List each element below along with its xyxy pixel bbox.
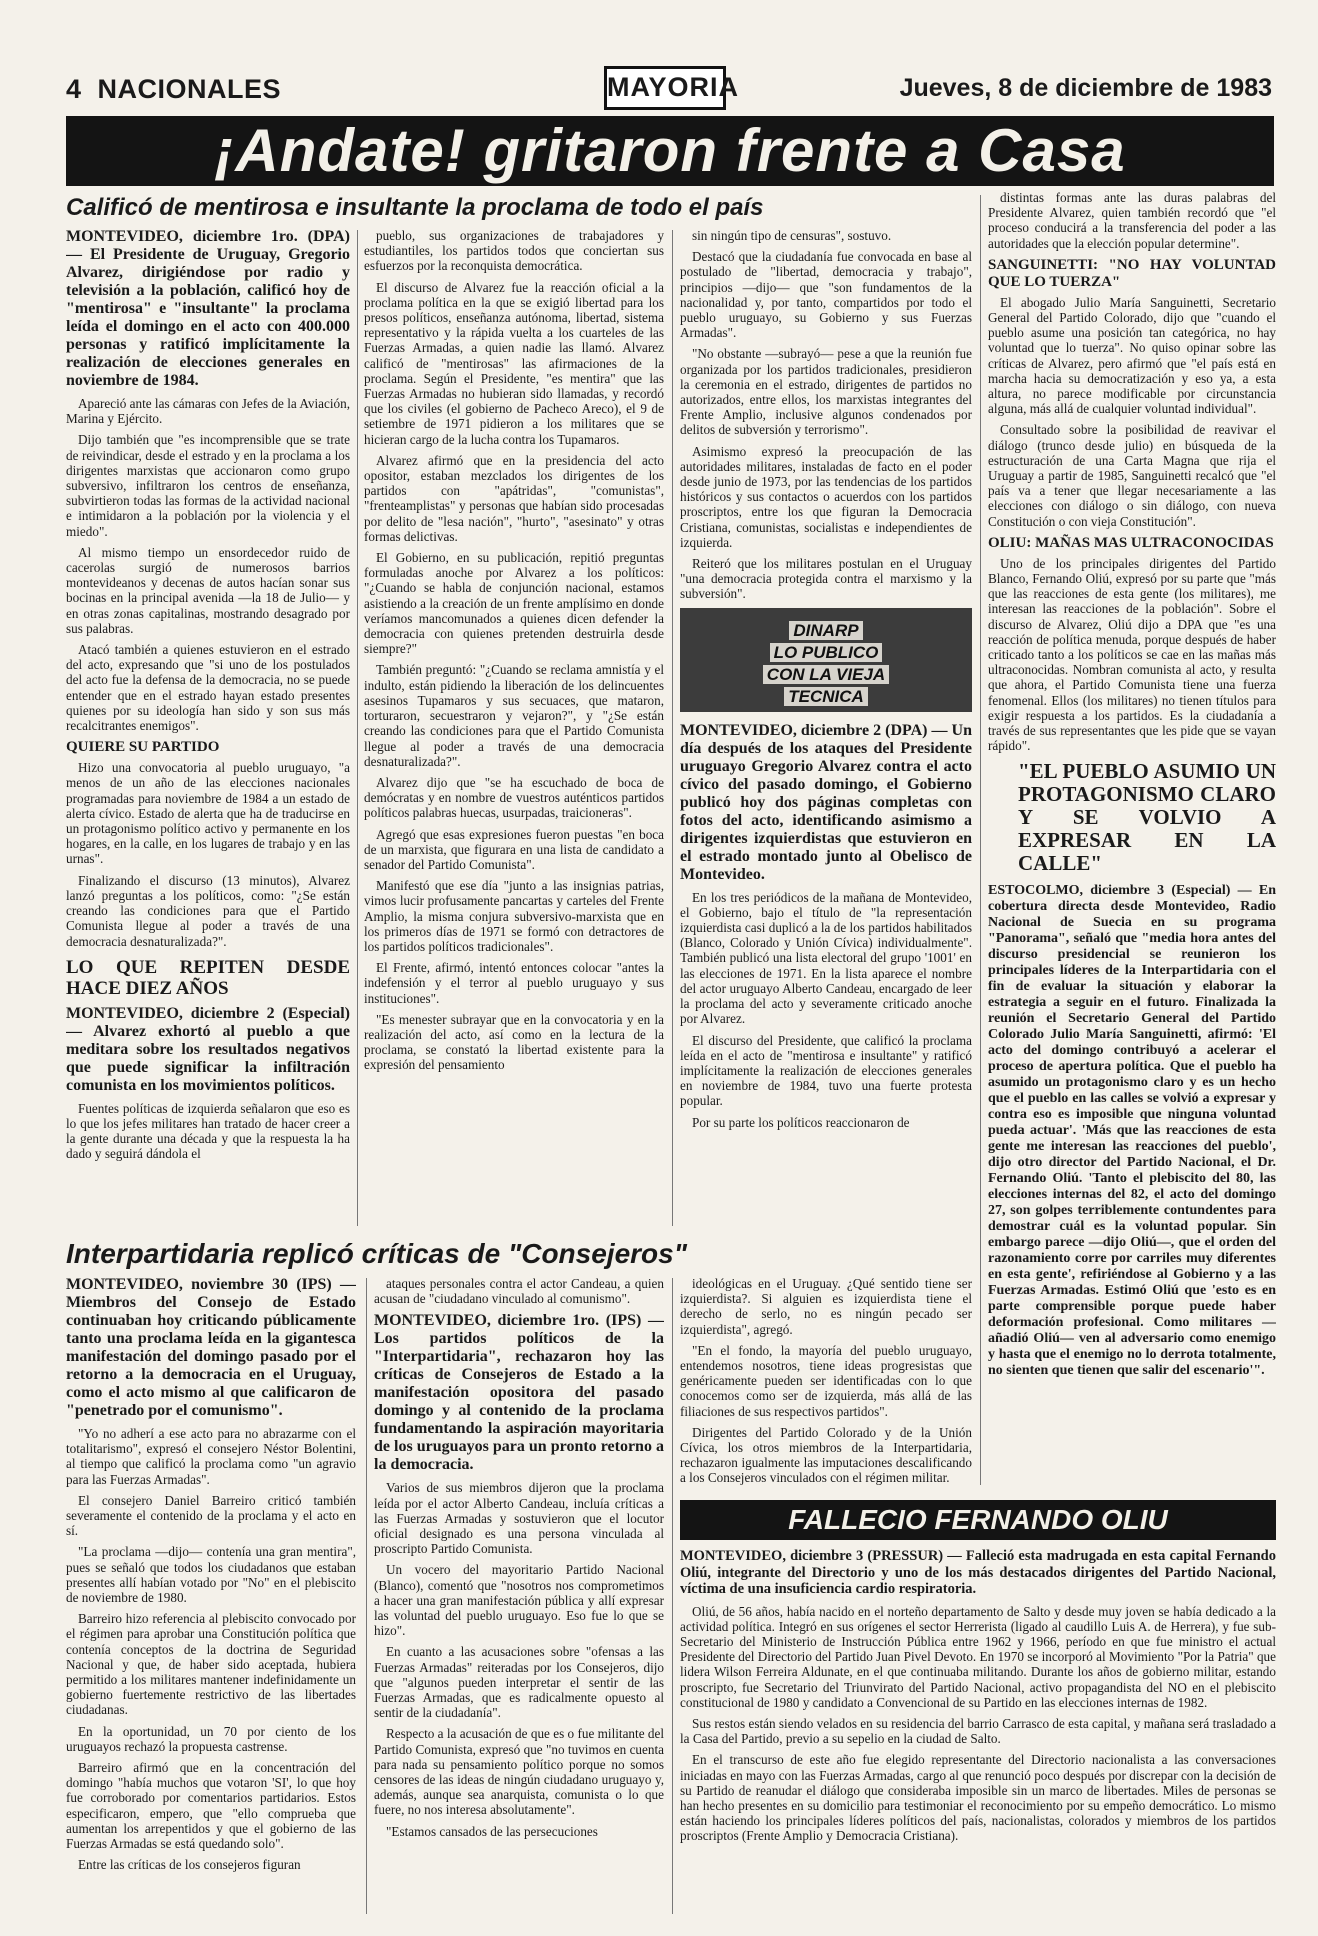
- paragraph: "Es menester subrayar que en la convocatoria y en la realización del acto, así como en la lectura de la proclama, se constató la libertad existente para la expresión del pensamiento: [364, 1011, 664, 1073]
- paragraph: Asimismo expresó la preocupación de las autoridades militares, instaladas de facto en el poder desde junio de 1973, por las tendencias de los partidos históricos y sus contactos o acuerdos con los partidos proscriptos, entre los que figuran la Democracia Cristiana, comunistas, socialistas e independientes de izquierda.: [680, 443, 972, 550]
- paragraph: El discurso del Presidente, que calificó la proclama leída en el acto de "mentirosa e insultante" y ratificó implícitamente la realización de elecciones generales en noviembre de 1984, tuvo una fuerte protesta popular.: [680, 1032, 972, 1109]
- paragraph: El discurso de Alvarez fue la reacción oficial a la proclama política en la que se exigió libertad para los presos políticos, enseñanza autónoma, libertad, sistema representativo y la rápida vuelta a los cuarteles de las Fuerzas Armadas, a quien nadie las llamó. Alvarez calificó de "mentirosas" las afirmaciones de la proclama. Según el Presidente, "es mentira" que las Fuerzas Armadas no hubieran sido llamadas, y recordó que los civiles (el gobierno de Pacheco Areco), el 9 de setiembre de 1971 pidieron a los militares que se hicieran cargo de la lucha contra los Tupamaros.: [364, 279, 664, 447]
- paragraph: Al mismo tiempo un ensordecedor ruido de cacerolas surgió de numerosos barrios montevideanos y decenas de autos hacían sonar sus bocinas en la principal avenida —la 18 de Julio— y en otras zonas capitalinas, mostrando desagrado por sus palabras.: [66, 544, 350, 636]
- lead-paragraph: MONTEVIDEO, diciembre 2 (Especial) — Alvarez exhortó al pueblo a que meditara sobre los resultados negativos que puede significar la infiltración comunista en los movimientos políticos.: [66, 1004, 350, 1094]
- paragraph: Fuentes políticas de izquierda señalaron que eso es lo que los jefes militares han tratado de hacer creer a la gente durante una década y que la respuesta la ha dado y seguirá dándola el: [66, 1100, 350, 1162]
- article-column-3: [680, 228, 972, 1230]
- paragraph: ideológicas en el Uruguay. ¿Qué sentido tiene ser izquierdista?. Si alguien es izquierdista tiene el derecho de serlo, no es ningún pecado ser izquierdista", agregó.: [680, 1276, 972, 1337]
- dinarp-headline-box: [680, 608, 972, 712]
- section-heading: LO QUE REPITEN DESDE HACE DIEZ AÑOS: [66, 956, 350, 999]
- paragraph: "Estamos cansados de las persecuciones: [386, 1823, 598, 1839]
- column-rule: [357, 230, 358, 1226]
- article-column-1: [66, 228, 350, 1230]
- subheadline-2: Interpartidaria replicó críticas de "Consejeros": [66, 1238, 687, 1269]
- paragraph: El Frente, afirmó, intentó entonces colocar "antes la indefensión y el terror al pueblo uruguayo y sus instituciones".: [364, 960, 664, 1006]
- pull-quote: "EL PUEBLO ASUMIO UN PROTAGONISMO CLARO Y SE VOLVIO A EXPRESAR EN LA CALLE": [1018, 758, 1276, 875]
- paragraph: El Gobierno, en su publicación, repitió preguntas formuladas anoche por Alvarez a los políticos: "¿Cuando se habla de conjunción nacional, estamos asistiendo a la creación de un frente amplísimo en donde veríamos mancomunados a quienes dicen defender la democracia con quienes pretenden destruirla desde siempre?": [364, 550, 664, 657]
- newspaper-logo: MAYORIA: [604, 66, 726, 110]
- paragraph: Barreiro hizo referencia al plebiscito convocado por el régimen para aprobar una Constitución política que contenía conceptos de la doctrina de Seguridad Nacional y que, de haber sido aceptada, hubiera permitido a los militares mantener indefinidamente un gobierno fuertemente restrictivo de las libertades ciudadanas.: [66, 1611, 356, 1718]
- article-column-b2: [374, 1276, 664, 1916]
- issue-date: Jueves, 8 de diciembre de 1983: [899, 74, 1272, 102]
- paragraph: Barreiro afirmó que en la concentración del domingo "había muchos que votaron 'SI', lo que hoy fue corroborado por comentarios partidarios. Estos especificaron, empero, que "ello comprueba que aumentan los arrepentidos y que el gobierno de las Fuerzas Armadas se está quedando solo".: [66, 1760, 356, 1852]
- section-heading: QUIERE SU PARTIDO: [66, 739, 220, 756]
- paragraph: Agregó que esas expresiones fueron puestas "en boca de un marxista, que figurara en una lista de candidato a senador del Partido Comunista".: [364, 826, 664, 872]
- column-rule: [672, 230, 673, 1226]
- paragraph: Dirigentes del Partido Colorado y de la Unión Cívica, los otros miembros de la Interpartidaria, rechazaron igualmente las imputaciones descalificando a los Consejeros vinculados con el régimen militar.: [680, 1424, 972, 1486]
- lead-paragraph: MONTEVIDEO, diciembre 3 (PRESSUR) — Falleció esta madrugada en esta capital Fernando Oliú, integrante del Directorio y uno de los más destacados dirigentes del Partido Nacional, víctima de una insuficiencia cardio respiratoria.: [680, 1548, 1276, 1597]
- column-rule: [980, 195, 981, 1485]
- box-line: LO PUBLICO: [770, 643, 883, 662]
- article-column-b1: [66, 1276, 356, 1916]
- paragraph: Hizo una convocatoria al pueblo uruguayo, "a menos de un año de las elecciones nacionales programadas para noviembre de 1984 a un estado de alerta cívico. Estado de alerta que ha de traducirse en un protagonismo político activo y permanente en los hogares, en la calle, en los lugares de trabajo y en las urnas".: [66, 760, 350, 867]
- paragraph: Dijo también que "es incomprensible que se trate de reivindicar, desde el estrado y en la proclama a los dirigentes marxistas que accionaron como grupo subversivo, infiltraron los centros de enseñanza, subvirtieron todas las formas de la actividad nacional e intimidaron a la población por la violencia y el miedo".: [66, 432, 350, 539]
- paragraph: Sus restos están siendo velados en su residencia del barrio Carrasco de esta capital, y mañana será trasladado a la Casa del Partido, previo a su sepelio en la ciudad de Salto.: [680, 1715, 1276, 1747]
- paragraph: Manifestó que ese día "junto a las insignias patrias, vimos lucir profusamente pancartas y carteles del Frente Amplio, la misma conjura subversivo-marxista que en los primeros días de 1971 se formó con detractores de los partidos políticos tradicionales".: [364, 878, 664, 954]
- paragraph: Varios de sus miembros dijeron que la proclama leída por el actor Alberto Candeau, incluía críticas a las Fuerzas Armadas y sostuvieron que el locutor oficial designado es una persona vinculada al proscripto Partido Comunista.: [374, 1480, 664, 1557]
- obituary-body: [680, 1548, 1276, 1918]
- article-column-b3: [680, 1276, 972, 1496]
- section-name: NACIONALES: [97, 74, 282, 104]
- box-line: DINARP: [789, 621, 862, 640]
- paragraph: Uno de los principales dirigentes del Partido Blanco, Fernando Oliú, expresó por su parte que "más que las reacciones de esta gente (los militares), me interesan las reacciones de la población". Sobre el discurso de Alvarez, Oliú dijo a DPA que "es una reacción de política menuda, porque después de haber criticado tanto a los políticos se cae en las mañas más ultraconocidas. Nombran comunista al acto, y resulta que ahora, el Partido Comunista tiene una fuerza fenomenal. Ellos (los militares) no tienen títulos para exigir respuesta a los partidos. Es la ciudadanía a través de sus representantes que les pide que se vayan rápido".: [988, 555, 1276, 754]
- paragraph: Consultado sobre la posibilidad de reavivar el diálogo (trunco desde julio) en búsqueda de la estructuración de una Carta Magna que rija el Uruguay a partir de 1985, Sanguinetti recalcó que "el país va a tener que llegar necesariamente a las elecciones con diálogo o sin diálogo, con nueva Constitución o con vieja Constitución".: [988, 422, 1276, 529]
- paragraph: Reiteró que los militares postulan en el Uruguay "una democracia protegida contra el marxismo y la subversión".: [680, 556, 972, 602]
- column-rule: [672, 1278, 673, 1914]
- paragraph: Apareció ante las cámaras con Jefes de la Aviación, Marina y Ejército.: [66, 396, 350, 427]
- box-line: TECNICA: [784, 687, 868, 706]
- lead-paragraph: MONTEVIDEO, diciembre 2 (DPA) — Un día después de los ataques del Presidente uruguayo Gregorio Alvarez contra el acto cívico del pasado domingo, el Gobierno publicó hoy dos páginas completas con fotos del acto, identificando asimismo a dirigentes izquierdistas que estuvieron en el estrado montado junto al Obelisco de Montevideo.: [680, 721, 972, 883]
- article-column-4: [988, 190, 1276, 1490]
- lead-paragraph: ESTOCOLMO, diciembre 3 (Especial) — En cobertura directa desde Montevideo, Radio Nacional de Suecia en su programa "Panorama", señaló que "media hora antes del discurso presidencial se reunieron los principales líderes de la Interpartidaria con el fin de evaluar la situación y elaborar la estrategia a seguir en el futuro. Finalizada la reunión el Secretario General del Partido Colorado Julio María Sanguinetti, afirmó: 'El acto del domingo contribuyó a acelerar el proceso de apertura política. Que el pueblo ha asumido un protagonismo claro y es un hecho que el pueblo en las calles se volvió a expresar y contra eso es imposible que ninguna voluntad pueda actuar'. 'Más que las reacciones de esta gente me interesan las reacciones del pueblo', dijo otro director del Partido Nacional, el Dr. Fernando Oliú. 'Tanto el plebiscito del 80, las elecciones internas del 82, el acto del domingo 27, son golpes terriblemente contundentes para demostrar cuál es la voluntad popular. Sin embargo parece —dijo Oliú—, que el orden del razonamiento corre por carriles muy diferentes en esta gente', refiriéndose al Gobierno y a las Fuerzas Armadas. Estimó Oliú que 'esto es en parte comprensible porque puede haber deformación profesional. Como militares —añadió Oliú— ven al adversario como enemigo y hasta que el enemigo no lo derrota totalmente, no sienten que tienen que salir del escenario'".: [988, 882, 1276, 1378]
- paragraph: En la oportunidad, un 70 por ciento de los uruguayos rechazó la propuesta castrense.: [66, 1723, 356, 1754]
- article-column-2: [364, 228, 664, 1230]
- paragraph: Destacó que la ciudadanía fue convocada en base al postulado de "libertad, democracia y trabajo", principios —dijo— que "son fundamentos de la nacionalidad y, por tanto, compartidos por todo el pueblo uruguayo, su Gobierno y sus Fuerzas Armadas".: [680, 249, 972, 341]
- paragraph: El consejero Daniel Barreiro criticó también severamente el contenido de la proclama y el acto en sí.: [66, 1492, 356, 1539]
- paragraph: Alvarez afirmó que en la presidencia del acto opositor, estaban mezclados los dirigentes de los partidos con "apátridas", "comunistas", "frenteamplistas" y personas que habían sido procesadas por delito de "lesa nación", "hurto", "asesinato" y otras formas delictivas.: [364, 452, 664, 544]
- obituary-headline: FALLECIO FERNANDO OLIU: [680, 1500, 1276, 1540]
- section-heading: SANGUINETTI: "NO HAY VOLUNTAD QUE LO TUERZA": [988, 256, 1276, 290]
- paragraph: En el transcurso de este año fue elegido representante del Directorio nacionalista a las conversaciones iniciadas en mayo con las Fuerzas Armadas, cargo al que renunció poco después por discrepar con la decisión de su Partido de reanudar el diálogo que consideraba imposible sin un marco de libertades. Miles de personas se han hecho presentes en su domicilio para testimoniar el reconocimiento por su empeño democrático. Lo mismo están haciendo los principales líderes políticos del país, nacionalistas, colorados y miembros de los partidos proscriptos (Frente Amplio y Democracia Cristiana).: [680, 1752, 1276, 1844]
- paragraph: distintas formas ante las duras palabras del Presidente Alvarez, quien también recordó que "el proceso conducirá a la transferencia del poder a las autoridades que la elección popular determine".: [988, 190, 1276, 251]
- lead-paragraph: MONTEVIDEO, diciembre 1ro. (DPA) — El Presidente de Uruguay, Gregorio Alvarez, dirigiéndose por radio y televisión a la población, calificó hoy de "mentirosa" e "insultante" la proclama leída el domingo en el acto con 400.000 personas y ratificó implícitamente la realización de elecciones generales en noviembre de 1984.: [66, 228, 350, 389]
- paragraph: "No obstante —subrayó— pese a que la reunión fue organizada por los partidos tradicionales, presidieron la ceremonia en el estrado, dirigentes de partidos no autorizados, entre ellos, los marxistas integrantes del Frente Amplio, inclusive algunos condenados por delitos de subversión y terrorismo".: [680, 346, 972, 438]
- paragraph: También preguntó: "¿Cuando se reclama amnistía y el indulto, están pidiendo la liberación de los delincuentes asesinos Tupamaros y sus secuaces, que mataron, torturaron, secuestraron y vejaron?", y "¿Se están creando las condiciones para que el Partido Comunista llegue al poder a través de una democracia desnaturalizada?".: [364, 662, 664, 769]
- paragraph: "En el fondo, la mayoría del pueblo uruguayo, entendemos nosotros, tiene ideas progresistas que genéricamente pueden ser identificadas con lo que conocemos como ser de izquierda, más allá de las filiaciones de sus respectivos partidos".: [680, 1342, 972, 1419]
- paragraph: "La proclama —dijo— contenía una gran mentira", pues se señaló que todos los ciudadanos que estaban presentes allí habían votado por "No" en el plebiscito de noviembre de 1980.: [66, 1544, 356, 1606]
- paragraph: ataques personales contra el actor Candeau, a quien acusan de "ciudadano vinculado al comunismo".: [374, 1276, 664, 1307]
- paragraph: Alvarez dijo que "se ha escuchado de boca de demócratas y en nombre de vuestros auténticos partidos políticos palabras huecas, usurpadas, traicioneras".: [364, 774, 664, 821]
- paragraph: Finalizando el discurso (13 minutos), Alvarez lanzó preguntas a los políticos, como: "¿Se están creando las condiciones para que el Partido Comunista llegue al poder a través de una democracia desnaturalizada?".: [66, 872, 350, 949]
- main-headline: ¡Andate! gritaron frente a Casa: [66, 116, 1274, 186]
- paragraph: sin ningún tipo de censuras", sostuvo.: [692, 228, 892, 243]
- section-heading: OLIU: MAÑAS MAS ULTRACONOCIDAS: [988, 534, 1274, 551]
- paragraph: "Yo no adherí a ese acto para no abrazarme con el totalitarismo", expresó el consejero Néstor Bolentini, al tiempo que calificó la proclama como "un agravio para las Fuerzas Armadas".: [66, 1426, 356, 1487]
- column-rule: [366, 1278, 367, 1914]
- subheadline-1: Calificó de mentirosa e insultante la proclama de todo el país: [66, 194, 764, 221]
- box-line: CON LA VIEJA: [763, 665, 889, 684]
- lead-paragraph: MONTEVIDEO, diciembre 1ro. (IPS) — Los partidos políticos de la "Interpartidaria", rechazaron hoy las críticas de Consejeros de Estado a la manifestación opositora del pasado domingo y al contenido de la proclama fundamentando la aspiración mayoritaria de los uruguayos para un pronto retorno a la democracia.: [374, 1312, 664, 1474]
- page-number: 4: [66, 74, 82, 104]
- paragraph: Atacó también a quienes estuvieron en el estrado del acto, expresando que "si uno de los postulados del acto fue la defensa de la democracia, no se puede entender que en el estrado hayan estado presentes quienes por su ideología han sido y son sus más recalcitrantes enemigos".: [66, 642, 350, 734]
- paragraph: Un vocero del mayoritario Partido Nacional (Blanco), comentó que "nosotros nos comprometimos a hacer una gran manifestación pública y allí expresar las voluntad del pueblo uruguayo. Eso fue lo que se hizo".: [374, 1562, 664, 1639]
- paragraph: pueblo, sus organizaciones de trabajadores y estudiantiles, los partidos todos que conciertan sus esfuerzos por la reconquista democrática.: [364, 228, 664, 274]
- page-section-header: [66, 74, 281, 105]
- paragraph: Por su parte los políticos reaccionaron de: [692, 1114, 910, 1130]
- lead-paragraph: MONTEVIDEO, noviembre 30 (IPS) — Miembros del Consejo de Estado continuaban hoy criticando públicamente tanto una proclama leída en la gigantesca manifestación del domingo pasado por el retorno a la democracia en el Uruguay, como el acto mismo al que calificaron de "penetrado por el comunismo".: [66, 1276, 356, 1419]
- paragraph: Oliú, de 56 años, había nacido en el norteño departamento de Salto y desde muy joven se había dedicado a la actividad política. Integró en sus orígenes el sector Herrerista (ligado al caudillo Luis A. de Herrera), y fue sub-Secretario del Ministerio de Instrucción Pública entre 1962 y 1966, período en que fue ministro el actual Presidente del Directorio del Partido Juan Pivel Devoto. En 1970 se incorporó al Movimiento "Por la Patria" que lidera Wilson Ferreira Aldunate, en el que continuaba militando. Durante los años de gobierno militar, estando proscripto, fue Secretario del Triunvirato del Partido Nacional, activo propagandista del NO en el plebiscito constitucional de 1980 y candidato a Convencional de su Partido en las elecciones internas de 1982.: [680, 1603, 1276, 1710]
- paragraph: Respecto a la acusación de que es o fue militante del Partido Comunista, expresó que "no tuvimos en cuenta para nada su pensamiento político porque no somos censores de las ideas de ningún ciudadano uruguayo y, además, aunque sea anarquista, comunista o lo que fuere, no nos interesa absolutamente".: [374, 1726, 664, 1818]
- paragraph: El abogado Julio María Sanguinetti, Secretario General del Partido Colorado, dijo que "cuando el pueblo asume una posición tan categórica, no hay voluntad que lo tuerza". No quiso opinar sobre las críticas de Alvarez, pero afirmó que "el país está en marcha hacia su democratización y eso ya, a esta altura, no parece modificable por circunstancia alguna, más allá de cualquier voluntad individual".: [988, 294, 1276, 417]
- paragraph: Entre las críticas de los consejeros figuran: [78, 1857, 301, 1873]
- paragraph: En los tres periódicos de la mañana de Montevideo, el Gobierno, bajo el título de "la representación izquierdista casi duplicó a la de los partidos habilitados (Blanco, Colorado y Unión Cívica) individualmente". También publicó una lista electoral del grupo '1001' en las elecciones de 1971. En la lista aparece el nombre del actor uruguayo Alberto Candeau, encargado de leer la proclama del acto y severamente criticado anoche por Alvarez.: [680, 889, 972, 1027]
- paragraph: En cuanto a las acusaciones sobre "ofensas a las Fuerzas Armadas" reiteradas por los Consejeros, dijo que "algunos pueden interpretar el sentir de las Fuerzas Armadas, que es radicalmente opuesto al sentir de la ciudadanía".: [374, 1644, 664, 1721]
